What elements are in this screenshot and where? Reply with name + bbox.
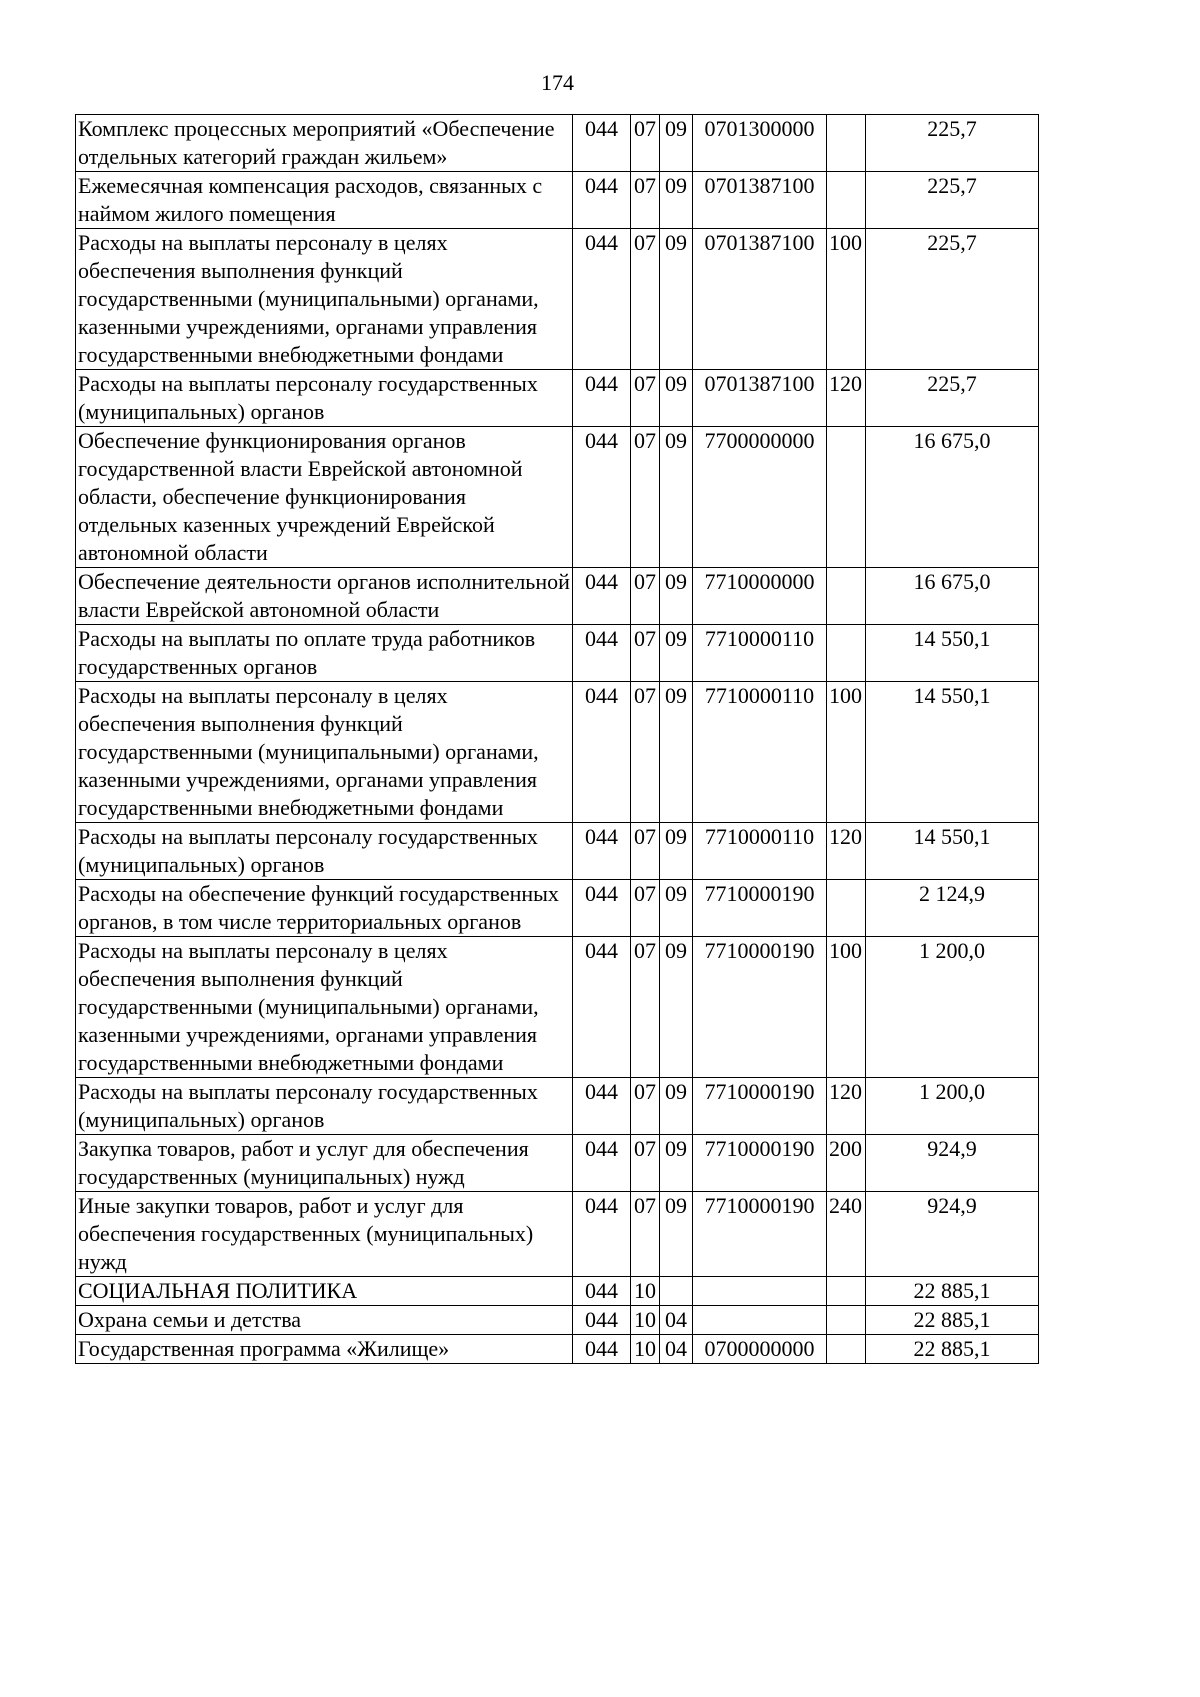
table-row [76, 115, 1039, 172]
table-row [76, 937, 1039, 1078]
row-ved-code: 044 [573, 172, 631, 229]
page-number: 174 [541, 70, 574, 95]
row-amount: 22 885,1 [866, 1277, 1039, 1306]
row-target-article: 7710000190 [693, 1135, 827, 1192]
row-target-article: 7710000000 [693, 568, 827, 625]
table-row [76, 1135, 1039, 1192]
table-row [76, 568, 1039, 625]
row-target-article: 7710000110 [693, 625, 827, 682]
row-amount: 14 550,1 [866, 682, 1039, 823]
row-expense-type: 120 [827, 370, 866, 427]
row-name: СОЦИАЛЬНАЯ ПОЛИТИКА [76, 1277, 573, 1306]
row-section-code: 07 [631, 823, 660, 880]
row-expense-type [827, 1306, 866, 1335]
row-expense-type: 120 [827, 823, 866, 880]
row-ved-code: 044 [573, 1306, 631, 1335]
row-expense-type: 100 [827, 937, 866, 1078]
row-amount: 924,9 [866, 1135, 1039, 1192]
row-expense-type [827, 625, 866, 682]
row-expense-type: 200 [827, 1135, 866, 1192]
budget-table-body [76, 115, 1039, 1364]
row-subsection-code: 09 [660, 625, 693, 682]
row-subsection-code: 04 [660, 1335, 693, 1364]
row-name: Расходы на выплаты персоналу государственных (муниципальных) органов [76, 823, 573, 880]
row-name: Ежемесячная компенсация расходов, связанных с наймом жилого помещения [76, 172, 573, 229]
row-ved-code: 044 [573, 1277, 631, 1306]
row-ved-code: 044 [573, 370, 631, 427]
row-subsection-code: 04 [660, 1306, 693, 1335]
row-subsection-code: 09 [660, 880, 693, 937]
row-section-code: 07 [631, 625, 660, 682]
row-expense-type: 240 [827, 1192, 866, 1277]
table-row [76, 229, 1039, 370]
row-section-code: 07 [631, 427, 660, 568]
row-name: Охрана семьи и детства [76, 1306, 573, 1335]
row-ved-code: 044 [573, 1078, 631, 1135]
row-expense-type [827, 115, 866, 172]
row-subsection-code: 09 [660, 1192, 693, 1277]
row-amount: 2 124,9 [866, 880, 1039, 937]
table-row [76, 1335, 1039, 1364]
row-section-code: 07 [631, 568, 660, 625]
row-amount: 22 885,1 [866, 1335, 1039, 1364]
row-expense-type [827, 1335, 866, 1364]
row-expense-type [827, 1277, 866, 1306]
row-ved-code: 044 [573, 880, 631, 937]
row-ved-code: 044 [573, 682, 631, 823]
row-section-code: 07 [631, 370, 660, 427]
row-ved-code: 044 [573, 427, 631, 568]
row-expense-type [827, 880, 866, 937]
table-row [76, 427, 1039, 568]
row-amount: 14 550,1 [866, 823, 1039, 880]
row-expense-type [827, 427, 866, 568]
row-name: Обеспечение функционирования органов государственной власти Еврейской автономной области, обеспечение функционирования отдельных казенных учреждений Еврейской автономной области [76, 427, 573, 568]
row-section-code: 07 [631, 229, 660, 370]
row-name: Расходы на выплаты персоналу в целях обеспечения выполнения функций государственными (муниципальными) органами, казенными учреждениями, органами управления государственными внебюджетными фондами [76, 682, 573, 823]
row-expense-type: 100 [827, 229, 866, 370]
row-amount: 22 885,1 [866, 1306, 1039, 1335]
row-name: Расходы на выплаты персоналу государственных (муниципальных) органов [76, 1078, 573, 1135]
row-name: Расходы на обеспечение функций государственных органов, в том числе территориальных органов [76, 880, 573, 937]
table-row [76, 1277, 1039, 1306]
row-amount: 225,7 [866, 115, 1039, 172]
row-target-article [693, 1277, 827, 1306]
row-section-code: 07 [631, 682, 660, 823]
row-name: Расходы на выплаты персоналу в целях обеспечения выполнения функций государственными (муниципальными) органами, казенными учреждениями, органами управления государственными внебюджетными фондами [76, 229, 573, 370]
row-name: Расходы на выплаты по оплате труда работников государственных органов [76, 625, 573, 682]
row-subsection-code: 09 [660, 172, 693, 229]
row-section-code: 10 [631, 1335, 660, 1364]
row-subsection-code: 09 [660, 115, 693, 172]
row-target-article: 0701387100 [693, 172, 827, 229]
table-row [76, 1192, 1039, 1277]
row-target-article: 7710000190 [693, 880, 827, 937]
row-section-code: 07 [631, 1192, 660, 1277]
row-subsection-code: 09 [660, 229, 693, 370]
table-row [76, 823, 1039, 880]
row-subsection-code: 09 [660, 370, 693, 427]
row-target-article [693, 1306, 827, 1335]
row-subsection-code: 09 [660, 568, 693, 625]
row-section-code: 10 [631, 1277, 660, 1306]
row-name: Комплекс процессных мероприятий «Обеспечение отдельных категорий граждан жильем» [76, 115, 573, 172]
row-ved-code: 044 [573, 568, 631, 625]
row-section-code: 07 [631, 880, 660, 937]
row-section-code: 07 [631, 115, 660, 172]
table-row [76, 370, 1039, 427]
row-ved-code: 044 [573, 1192, 631, 1277]
table-row [76, 880, 1039, 937]
row-target-article: 0700000000 [693, 1335, 827, 1364]
row-subsection-code: 09 [660, 1078, 693, 1135]
row-ved-code: 044 [573, 115, 631, 172]
row-expense-type [827, 568, 866, 625]
row-ved-code: 044 [573, 823, 631, 880]
row-amount: 225,7 [866, 172, 1039, 229]
row-target-article: 7710000190 [693, 937, 827, 1078]
row-ved-code: 044 [573, 625, 631, 682]
row-target-article: 7710000190 [693, 1192, 827, 1277]
row-name: Расходы на выплаты персоналу государственных (муниципальных) органов [76, 370, 573, 427]
table-row [76, 1078, 1039, 1135]
row-section-code: 10 [631, 1306, 660, 1335]
row-subsection-code: 09 [660, 937, 693, 1078]
table-row [76, 625, 1039, 682]
row-subsection-code: 09 [660, 823, 693, 880]
row-ved-code: 044 [573, 1335, 631, 1364]
row-amount: 225,7 [866, 229, 1039, 370]
row-target-article: 7710000110 [693, 823, 827, 880]
row-name: Расходы на выплаты персоналу в целях обеспечения выполнения функций государственными (муниципальными) органами, казенными учреждениями, органами управления государственными внебюджетными фондами [76, 937, 573, 1078]
row-ved-code: 044 [573, 937, 631, 1078]
row-amount: 1 200,0 [866, 1078, 1039, 1135]
row-subsection-code: 09 [660, 682, 693, 823]
row-amount: 16 675,0 [866, 427, 1039, 568]
row-name: Иные закупки товаров, работ и услуг для обеспечения государственных (муниципальных) нужд [76, 1192, 573, 1277]
table-row [76, 682, 1039, 823]
row-expense-type [827, 172, 866, 229]
row-target-article: 7700000000 [693, 427, 827, 568]
row-amount: 14 550,1 [866, 625, 1039, 682]
row-subsection-code [660, 1277, 693, 1306]
row-name: Государственная программа «Жилище» [76, 1335, 573, 1364]
row-target-article: 0701387100 [693, 229, 827, 370]
row-subsection-code: 09 [660, 427, 693, 568]
table-row [76, 172, 1039, 229]
row-target-article: 0701387100 [693, 370, 827, 427]
row-amount: 225,7 [866, 370, 1039, 427]
table-row [76, 1306, 1039, 1335]
row-ved-code: 044 [573, 1135, 631, 1192]
row-section-code: 07 [631, 1135, 660, 1192]
row-subsection-code: 09 [660, 1135, 693, 1192]
row-target-article: 7710000110 [693, 682, 827, 823]
row-section-code: 07 [631, 1078, 660, 1135]
budget-table [75, 114, 1039, 1364]
row-amount: 16 675,0 [866, 568, 1039, 625]
row-expense-type: 100 [827, 682, 866, 823]
row-amount: 924,9 [866, 1192, 1039, 1277]
row-name: Закупка товаров, работ и услуг для обеспечения государственных (муниципальных) нужд [76, 1135, 573, 1192]
row-target-article: 0701300000 [693, 115, 827, 172]
row-amount: 1 200,0 [866, 937, 1039, 1078]
row-target-article: 7710000190 [693, 1078, 827, 1135]
row-expense-type: 120 [827, 1078, 866, 1135]
row-name: Обеспечение деятельности органов исполнительной власти Еврейской автономной области [76, 568, 573, 625]
row-section-code: 07 [631, 937, 660, 1078]
row-ved-code: 044 [573, 229, 631, 370]
row-section-code: 07 [631, 172, 660, 229]
